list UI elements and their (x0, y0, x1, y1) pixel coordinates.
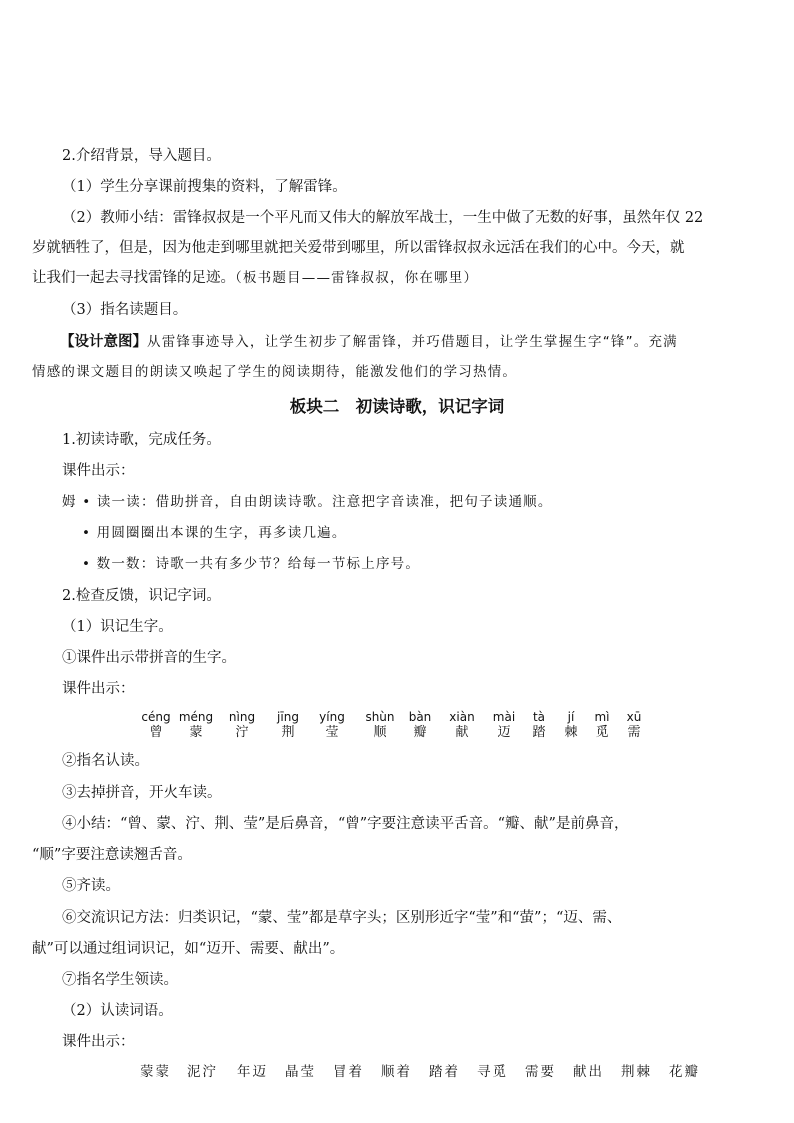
step-read-by-name: ②指名认读。 (62, 753, 149, 769)
hanzi: 泞 (235, 725, 249, 740)
pinyin: bàn (408, 710, 432, 724)
task-circle: • 用圆圈圈出本课的生字，再多读几遍。 (82, 525, 347, 541)
hanzi: 荆 (281, 725, 295, 740)
pinyin: xū (626, 710, 642, 724)
hanzi: 曾 (149, 725, 163, 740)
paragraph-teacher-summary: （2）教师小结：雷锋叔叔是一个平凡而又伟大的解放军战士，一生中做了无数的好事，虽然年仅 22 (62, 210, 704, 226)
paragraph-intro-background: 2.介绍背景，导入题目。 (62, 148, 221, 164)
summary-end-text: 让我们一起去寻找雷锋的足迹。 (32, 270, 235, 286)
hanzi: 莹 (325, 725, 339, 740)
pinyin-character-table (134, 709, 654, 743)
step-student-lead: ⑦指名学生领读。 (62, 972, 178, 988)
vocab-word: 泥泞 (187, 1064, 218, 1080)
paragraph-teacher-summary-cont: 岁就牺牲了，但是，因为他走到哪里就把关爱带到哪里，所以雷锋叔叔永远活在我们的心中。今天，就 (32, 240, 685, 256)
pinyin: jīng (277, 710, 299, 724)
vocab-word: 晶莹 (285, 1064, 316, 1080)
step-show-pinyin: ①课件出示带拼音的生字。 (62, 650, 236, 666)
pinyin: céng (141, 710, 171, 724)
step-read-together: ⑤齐读。 (62, 878, 120, 894)
pinyin-char-ban (398, 709, 442, 741)
hanzi: 踏 (532, 725, 546, 740)
hanzi: 顺 (373, 725, 387, 740)
paragraph-read-title: （3）指名读题目。 (62, 302, 188, 318)
step-check-feedback: 2.检查反馈，识记字词。 (62, 588, 221, 604)
section-heading: 板块二 初读诗歌，识记字词 (289, 397, 505, 416)
vocab-word: 踏着 (429, 1064, 460, 1080)
pinyin: nìng (228, 710, 256, 724)
pinyin-char-xu (612, 709, 656, 741)
step-summary: ④小结：“曾、蒙、泞、荆、莹”是后鼻音，“曾”字要注意读平舌音。“瓣、献”是前鼻音， (62, 816, 629, 832)
design-intent-text-cont: 情感的课文题目的朗读又唤起了学生的阅读期待，能激发他们的学习热情。 (32, 364, 518, 380)
pinyin: tà (532, 710, 546, 724)
paragraph-share-materials: （1）学生分享课前搜集的资料，了解雷锋。 (62, 179, 347, 195)
vocab-word: 献出 (573, 1064, 604, 1080)
pinyin: jí (567, 710, 575, 724)
vocabulary-row (140, 1062, 720, 1082)
pinyin: mì (594, 710, 610, 724)
task-count: • 数一数：诗歌一共有多少节？给每一节标上序号。 (82, 556, 421, 572)
pinyin-char-ying (310, 709, 354, 741)
pinyin-char-ceng (134, 709, 178, 741)
vocab-word: 顺着 (381, 1064, 412, 1080)
pinyin: méng (178, 710, 214, 724)
task-read: 姆 • 读一读：借助拼音，自由朗读诗歌。注意把字音读准，把句子读通顺。 (62, 494, 553, 510)
step-remove-pinyin: ③去掉拼音，开火车读。 (62, 785, 222, 801)
hanzi: 觅 (595, 725, 609, 740)
hanzi: 迈 (497, 725, 511, 740)
vocab-word: 花瓣 (669, 1064, 700, 1080)
hanzi: 瓣 (413, 725, 427, 740)
pinyin: yíng (319, 710, 345, 724)
pinyin-char-ning (220, 709, 264, 741)
design-intent-text: 从雷锋事迹导入，让学生初步了解雷锋，并巧借题目，让学生掌握生字“锋”。充满 (147, 334, 678, 350)
pinyin-char-meng (174, 709, 218, 741)
hanzi: 棘 (564, 725, 578, 740)
design-intent-paragraph (60, 332, 762, 352)
vocab-word: 需要 (525, 1064, 556, 1080)
courseware-label-3: 课件出示： (62, 1034, 135, 1050)
step-memory-methods-cont: 献”可以通过组词识记，如“迈开、需要、献出”。 (32, 941, 345, 957)
pinyin: xiàn (449, 710, 475, 724)
pinyin-char-xian (440, 709, 484, 741)
step-read-words: （2）认读词语。 (62, 1003, 173, 1019)
vocab-word: 寻觅 (477, 1064, 508, 1080)
hanzi: 献 (455, 725, 469, 740)
hanzi: 需 (627, 725, 641, 740)
step-summary-cont: “顺”字要注意读翘舌音。 (32, 847, 192, 863)
board-title-note: （板书题目——雷锋叔叔，你在哪里） (235, 270, 479, 286)
pinyin-char-shun (358, 709, 402, 741)
vocab-word: 荆棘 (621, 1064, 652, 1080)
design-intent-label: 【设计意图】 (60, 333, 147, 350)
step-first-reading: 1.初读诗歌，完成任务。 (62, 432, 221, 448)
step-memory-methods: ⑥交流识记方法：归类识记，“蒙、莹”都是草字头；区别形近字“莹”和“萤”；“迈、需、 (62, 910, 622, 926)
courseware-label-1: 课件出示： (62, 463, 135, 479)
pinyin-char-jing (266, 709, 310, 741)
vocab-word: 年迈 (237, 1064, 268, 1080)
vocab-word: 蒙蒙 (140, 1064, 171, 1080)
courseware-label-2: 课件出示： (62, 681, 135, 697)
paragraph-teacher-summary-end (32, 268, 762, 288)
step-learn-chars: （1）识记生字。 (62, 619, 173, 635)
hanzi: 蒙 (189, 725, 203, 740)
pinyin: mài (492, 710, 516, 724)
pinyin: shùn (365, 710, 395, 724)
vocab-word: 冒着 (333, 1064, 364, 1080)
